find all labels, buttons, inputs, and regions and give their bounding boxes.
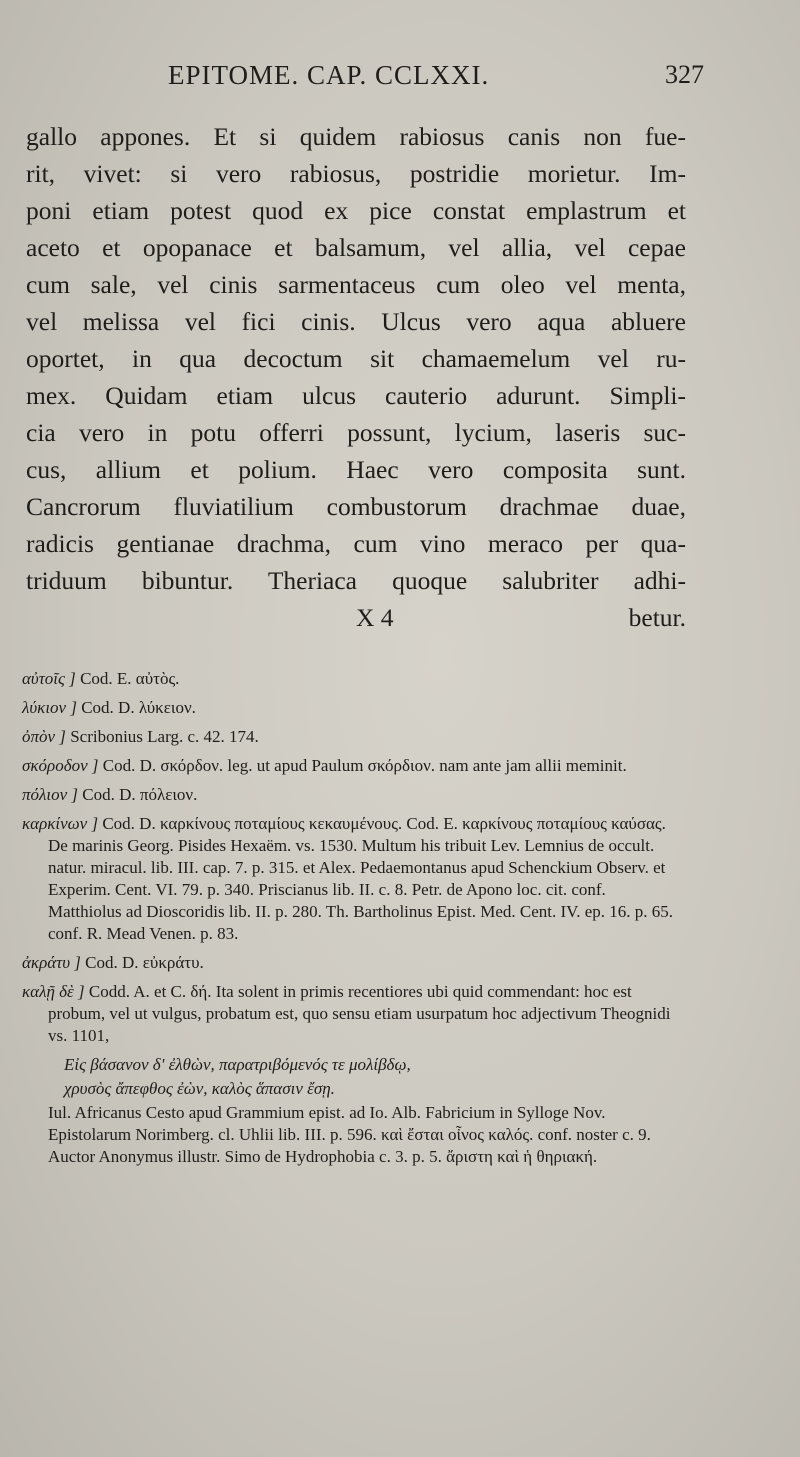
footnote-lemma: καλῇ δὲ ] — [22, 982, 85, 1001]
text-line: vel melissa vel fici cinis. Ulcus vero aqua abluere — [26, 307, 686, 336]
footnote — [22, 813, 682, 945]
footnote-lemma: πόλιον ] — [22, 785, 79, 804]
text-line: rit, vivet: si vero rabiosus, postridie morietur. Im- — [26, 159, 686, 188]
text-line: radicis gentianae drachma, cum vino meraco per qua- — [26, 529, 686, 558]
catchword: betur. — [628, 603, 686, 632]
footnote — [22, 784, 682, 806]
footnote-text: Scribonius Larg. c. 42. 174. — [70, 727, 259, 746]
footnote — [22, 668, 682, 690]
text-line: cum sale, vel cinis sarmentaceus cum oleo vel menta, — [26, 270, 686, 299]
page-number: 327 — [665, 60, 704, 89]
footnote — [22, 697, 682, 719]
footnote-text: Cod. D. λύκειον. — [81, 698, 196, 717]
footnote-text: Cod. E. αὐτὸς. — [80, 669, 180, 688]
verse-line: Εἰς βάσανον δ' ἐλθὼν, παρατριβόμενός τε μολίβδῳ, — [64, 1055, 411, 1074]
footnote-text: Cod. D. καρκίνους ποταμίους κεκαυμένους. Cod. E. καρκίνους ποταμίους καύσας. De marinis Georg. Pisides Hexaëm. vs. 1530. Multum his tribuit Lev. Lemnius de occult. natur. miracul. lib. III. cap. 7. p. 315. et Alex. Pedaemontanus apud Schenckium Observ. et Experim. Cent. VI. 79. p. 340. Priscianus lib. II. c. 8. Petr. de Apono loc. cit. conf. Matthiolus ad Dioscoridis lib. II. p. 280. Th. Bartholinus Epist. Med. Cent. IV. ep. 16. p. 65. conf. R. Mead Venen. p. 83. — [48, 814, 674, 943]
footnote — [22, 726, 682, 748]
footnote — [22, 981, 682, 1047]
footnote-lemma: λύκιον ] — [22, 698, 77, 717]
signature-line — [26, 599, 686, 636]
text-line: oportet, in qua decoctum sit chamaemelum vel ru- — [26, 344, 686, 373]
footnote — [22, 755, 682, 777]
footnote-continuation: Iul. Africanus Cesto apud Grammium epist. ad Io. Alb. Fabricium in Sylloge Nov. Epistolarum Norimberg. cl. Uhlii lib. III. p. 596. καὶ ἔσται οἶνος καλός. conf. noster c. 9. Auctor Anonymus illustr. Simo de Hydrophobia c. 3. p. 5. ἄριστη καὶ ἡ θηριακή. — [48, 1103, 651, 1166]
footnote-lemma: ἀκράτυ ] — [22, 953, 81, 972]
footnote-lemma: καρκίνων ] — [22, 814, 99, 833]
footnote-text: Cod. D. πόλειον. — [82, 785, 198, 804]
footnotes — [22, 668, 682, 1175]
text-line: aceto et opopanace et balsamum, vel allia, vel cepae — [26, 233, 686, 262]
footnote-lemma: σκόροδον ] — [22, 756, 99, 775]
text-line: cus, allium et polium. Haec vero composita sunt. — [26, 455, 686, 484]
footnote-text: Cod. D. σκόρδον. leg. ut apud Paulum σκόρδιον. nam ante jam allii meminit. — [102, 756, 627, 775]
text-line: poni etiam potest quod ex pice constat emplastrum et — [26, 196, 686, 225]
running-title: EPITOME. CAP. CCLXXI. — [168, 60, 490, 90]
footnote — [22, 952, 682, 974]
verse-line: χρυσὸς ἄπεφθος ἐὼν, καλὸς ἅπασιν ἔσῃ. — [64, 1079, 335, 1098]
footnote-lemma: αὐτοῖς ] — [22, 669, 76, 688]
footnote-text: Codd. A. et C. δή. Ita solent in primis recentiores ubi quid commendant: hoc est probum, vel ut vulgus, probatum est, quo sensu etiam usurpatum hoc adjectivum Theognidi vs. 1101, — [48, 982, 671, 1045]
text-line: triduum bibuntur. Theriaca quoque salubriter adhi- — [26, 566, 686, 595]
text-line: mex. Quidam etiam ulcus cauterio adurunt. Simpli- — [26, 381, 686, 410]
signature-mark: X 4 — [356, 603, 394, 632]
main-text — [26, 118, 686, 636]
text-line: Cancrorum fluviatilium combustorum drachmae duae, — [26, 492, 686, 521]
footnote-lemma: ὀπὸν ] — [22, 727, 66, 746]
text-line: cia vero in potu offerri possunt, lycium, laseris suc- — [26, 418, 686, 447]
page-header — [0, 60, 800, 100]
text-line: gallo appones. Et si quidem rabiosus canis non fue- — [26, 122, 686, 151]
footnote-text: Cod. D. εὐκράτυ. — [85, 953, 204, 972]
